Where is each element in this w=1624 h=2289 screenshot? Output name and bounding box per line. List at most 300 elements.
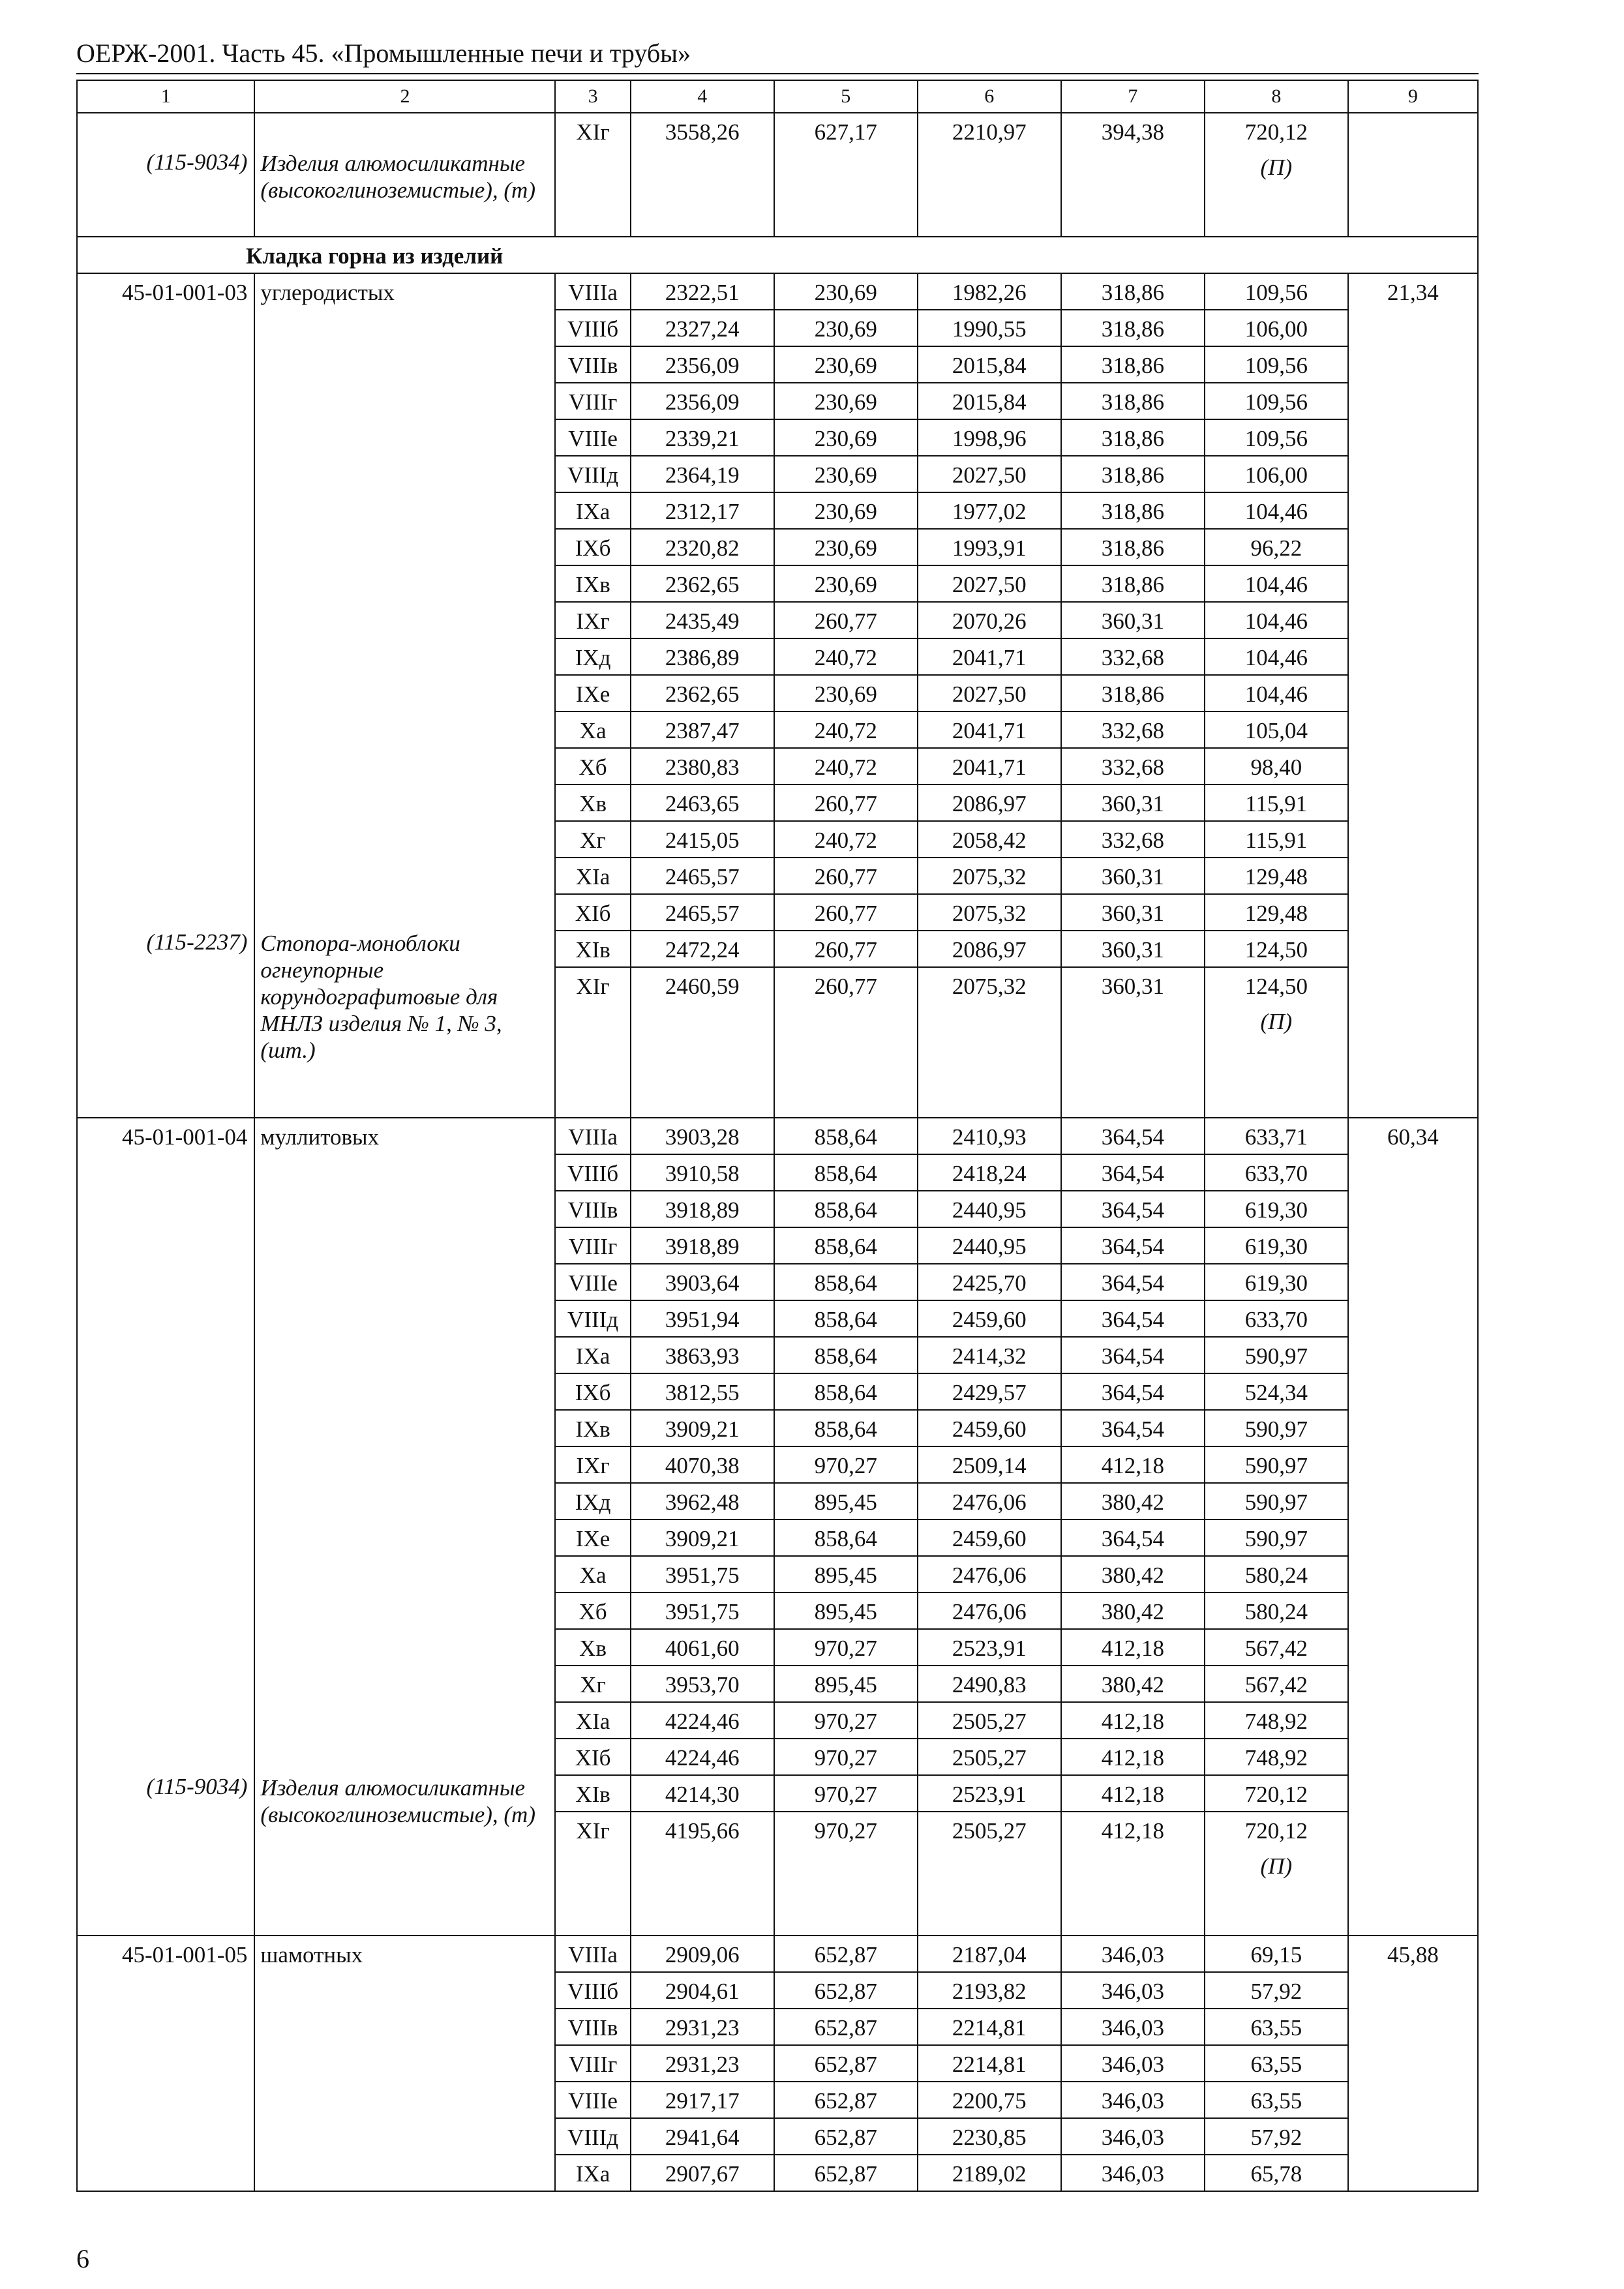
section-title: Кладка горна из изделий bbox=[77, 237, 1478, 273]
value-cell: 360,31 bbox=[1061, 785, 1205, 821]
empty-cell bbox=[555, 1003, 630, 1118]
value-cell: 332,68 bbox=[1061, 638, 1205, 675]
value-cell: 124,50 bbox=[1205, 967, 1348, 1003]
value-cell: 230,69 bbox=[774, 383, 918, 419]
category-cell: VIIIг bbox=[555, 1227, 630, 1264]
value-cell: 2931,23 bbox=[631, 2045, 774, 2082]
value-cell: 360,31 bbox=[1061, 602, 1205, 638]
value-cell: 627,17 bbox=[774, 113, 918, 149]
value-cell: 346,03 bbox=[1061, 2155, 1205, 2191]
value-cell: 2322,51 bbox=[631, 273, 774, 310]
material-name: Изделия алюмосиликатные (высокоглиноземистые), (т) bbox=[260, 1775, 535, 1827]
value-cell: 260,77 bbox=[774, 894, 918, 931]
value-cell: 2327,24 bbox=[631, 310, 774, 346]
value-cell: 115,91 bbox=[1205, 821, 1348, 858]
category-cell: IXа bbox=[555, 2155, 630, 2191]
category-cell: XIг bbox=[555, 1812, 630, 1848]
value-cell: 230,69 bbox=[774, 492, 918, 529]
value-cell: 2440,95 bbox=[918, 1191, 1061, 1227]
value-cell: 2387,47 bbox=[631, 711, 774, 748]
value-cell: 332,68 bbox=[1061, 711, 1205, 748]
value-cell: 318,86 bbox=[1061, 419, 1205, 456]
value-cell: 364,54 bbox=[1061, 1373, 1205, 1410]
value-cell: 2418,24 bbox=[918, 1154, 1061, 1191]
value-cell: 230,69 bbox=[774, 529, 918, 565]
category-cell: VIIIв bbox=[555, 2009, 630, 2045]
category-cell: IXв bbox=[555, 1410, 630, 1446]
value-cell: 318,86 bbox=[1061, 675, 1205, 711]
value-cell: 3558,26 bbox=[631, 113, 774, 149]
value-cell: 230,69 bbox=[774, 675, 918, 711]
value-cell: 412,18 bbox=[1061, 1446, 1205, 1483]
value-cell: 57,92 bbox=[1205, 1972, 1348, 2009]
category-cell: VIIIа bbox=[555, 1936, 630, 1972]
value-cell: 2187,04 bbox=[918, 1936, 1061, 1972]
column-number: 5 bbox=[774, 80, 918, 113]
value-cell: 2027,50 bbox=[918, 565, 1061, 602]
value-cell: 2193,82 bbox=[918, 1972, 1061, 2009]
value-cell: 858,64 bbox=[774, 1227, 918, 1264]
rate-code: 45-01-001-04 (115-9034) bbox=[77, 1118, 254, 1936]
value-cell: 3903,28 bbox=[631, 1118, 774, 1154]
value-cell: 240,72 bbox=[774, 821, 918, 858]
category-cell: IXб bbox=[555, 529, 630, 565]
value-cell: 2189,02 bbox=[918, 2155, 1061, 2191]
value-cell: 4224,46 bbox=[631, 1702, 774, 1739]
value-cell: 115,91 bbox=[1205, 785, 1348, 821]
category-cell: IXд bbox=[555, 638, 630, 675]
category-cell: VIIIе bbox=[555, 2082, 630, 2118]
weight-cell bbox=[1348, 113, 1478, 237]
value-cell: 63,55 bbox=[1205, 2082, 1348, 2118]
value-cell: 619,30 bbox=[1205, 1264, 1348, 1300]
value-cell: 2320,82 bbox=[631, 529, 774, 565]
value-cell: 2200,75 bbox=[918, 2082, 1061, 2118]
value-cell: 748,92 bbox=[1205, 1739, 1348, 1775]
value-cell: 230,69 bbox=[774, 346, 918, 383]
category-cell: VIIIб bbox=[555, 1972, 630, 2009]
value-cell: 652,87 bbox=[774, 2082, 918, 2118]
value-cell: 260,77 bbox=[774, 602, 918, 638]
value-cell: 364,54 bbox=[1061, 1227, 1205, 1264]
value-cell: 2523,91 bbox=[918, 1775, 1061, 1812]
value-cell: 360,31 bbox=[1061, 894, 1205, 931]
value-cell: 318,86 bbox=[1061, 346, 1205, 383]
value-cell: 2214,81 bbox=[918, 2045, 1061, 2082]
category-cell: Xа bbox=[555, 711, 630, 748]
value-cell: 318,86 bbox=[1061, 492, 1205, 529]
value-cell: 230,69 bbox=[774, 419, 918, 456]
value-cell: 3951,75 bbox=[631, 1556, 774, 1593]
value-cell: 380,42 bbox=[1061, 1556, 1205, 1593]
category-cell: VIIIг bbox=[555, 383, 630, 419]
value-cell: 858,64 bbox=[774, 1154, 918, 1191]
value-cell: 1982,26 bbox=[918, 273, 1061, 310]
value-cell: 3953,70 bbox=[631, 1666, 774, 1702]
value-cell: 970,27 bbox=[774, 1446, 918, 1483]
value-cell: 2015,84 bbox=[918, 383, 1061, 419]
rates-table bbox=[76, 80, 1479, 2192]
table-row bbox=[77, 1936, 1478, 1972]
column-number: 6 bbox=[918, 80, 1061, 113]
value-cell: 104,46 bbox=[1205, 675, 1348, 711]
value-cell: 4224,46 bbox=[631, 1739, 774, 1775]
value-cell: 1977,02 bbox=[918, 492, 1061, 529]
value-cell: 2070,26 bbox=[918, 602, 1061, 638]
value-cell: 2523,91 bbox=[918, 1629, 1061, 1666]
value-cell: 1993,91 bbox=[918, 529, 1061, 565]
value-cell: 346,03 bbox=[1061, 2045, 1205, 2082]
value-cell: 2075,32 bbox=[918, 967, 1061, 1003]
value-cell: 3918,89 bbox=[631, 1227, 774, 1264]
value-cell: 567,42 bbox=[1205, 1629, 1348, 1666]
value-cell: 98,40 bbox=[1205, 748, 1348, 785]
value-cell: 230,69 bbox=[774, 310, 918, 346]
value-cell: 524,34 bbox=[1205, 1373, 1348, 1410]
category-cell: IXд bbox=[555, 1483, 630, 1519]
category-cell: IXг bbox=[555, 1446, 630, 1483]
material-code: (115-9034) bbox=[146, 1774, 248, 1799]
value-cell: 970,27 bbox=[774, 1775, 918, 1812]
table-body bbox=[77, 80, 1478, 2191]
value-cell: 109,56 bbox=[1205, 346, 1348, 383]
category-cell: VIIIг bbox=[555, 2045, 630, 2082]
category-cell: Xб bbox=[555, 1593, 630, 1629]
value-cell: 2356,09 bbox=[631, 383, 774, 419]
value-cell: 2086,97 bbox=[918, 785, 1061, 821]
value-cell: 2505,27 bbox=[918, 1702, 1061, 1739]
value-cell: 2015,84 bbox=[918, 346, 1061, 383]
value-cell: 318,86 bbox=[1061, 456, 1205, 492]
value-cell: 590,97 bbox=[1205, 1337, 1348, 1373]
value-cell: 2041,71 bbox=[918, 638, 1061, 675]
table-row bbox=[77, 113, 1478, 149]
value-cell: 2505,27 bbox=[918, 1739, 1061, 1775]
value-cell: 106,00 bbox=[1205, 310, 1348, 346]
value-cell: 2490,83 bbox=[918, 1666, 1061, 1702]
category-cell: Xб bbox=[555, 748, 630, 785]
value-cell: 346,03 bbox=[1061, 2009, 1205, 2045]
value-cell: 590,97 bbox=[1205, 1519, 1348, 1556]
value-cell: 748,92 bbox=[1205, 1702, 1348, 1739]
category-cell: IXа bbox=[555, 1337, 630, 1373]
empty-cell bbox=[555, 1848, 630, 1936]
value-cell: 380,42 bbox=[1061, 1483, 1205, 1519]
header-rule bbox=[76, 73, 1479, 74]
value-cell: 2907,67 bbox=[631, 2155, 774, 2191]
value-cell: 720,12 bbox=[1205, 113, 1348, 149]
value-cell: 230,69 bbox=[774, 456, 918, 492]
value-cell: 380,42 bbox=[1061, 1666, 1205, 1702]
value-cell: 2041,71 bbox=[918, 711, 1061, 748]
value-cell: 652,87 bbox=[774, 1936, 918, 1972]
value-cell: 332,68 bbox=[1061, 821, 1205, 858]
page-number: 6 bbox=[76, 2244, 89, 2273]
category-cell: XIа bbox=[555, 1702, 630, 1739]
rate-code: 45-01-001-05 bbox=[77, 1936, 254, 2191]
value-cell: 567,42 bbox=[1205, 1666, 1348, 1702]
category-cell: VIIIб bbox=[555, 1154, 630, 1191]
value-cell: 3909,21 bbox=[631, 1519, 774, 1556]
value-cell: 109,56 bbox=[1205, 419, 1348, 456]
category-cell: IXг bbox=[555, 602, 630, 638]
category-cell: IXе bbox=[555, 1519, 630, 1556]
value-cell: 364,54 bbox=[1061, 1191, 1205, 1227]
value-cell: 4195,66 bbox=[631, 1812, 774, 1848]
value-cell: 858,64 bbox=[774, 1118, 918, 1154]
value-cell: 2362,65 bbox=[631, 565, 774, 602]
category-cell: Xг bbox=[555, 821, 630, 858]
category-cell: XIв bbox=[555, 1775, 630, 1812]
category-cell: VIIIб bbox=[555, 310, 630, 346]
value-cell: 2041,71 bbox=[918, 748, 1061, 785]
value-cell: 2086,97 bbox=[918, 931, 1061, 967]
value-cell: 2459,60 bbox=[918, 1410, 1061, 1446]
value-cell: 2410,93 bbox=[918, 1118, 1061, 1154]
value-cell: 2904,61 bbox=[631, 1972, 774, 2009]
value-cell: 652,87 bbox=[774, 2155, 918, 2191]
category-cell: Xг bbox=[555, 1666, 630, 1702]
value-cell: 412,18 bbox=[1061, 1739, 1205, 1775]
category-cell: XIа bbox=[555, 858, 630, 894]
material-code: (115-2237) bbox=[146, 929, 248, 955]
value-cell: 230,69 bbox=[774, 273, 918, 310]
category-cell: VIIIд bbox=[555, 1300, 630, 1337]
value-cell: 96,22 bbox=[1205, 529, 1348, 565]
value-cell: 2435,49 bbox=[631, 602, 774, 638]
value-cell: 2909,06 bbox=[631, 1936, 774, 1972]
page-header: ОЕРЖ-2001. Часть 45. «Промышленные печи и трубы» bbox=[76, 38, 691, 68]
value-cell: 633,70 bbox=[1205, 1154, 1348, 1191]
value-cell: 652,87 bbox=[774, 2118, 918, 2155]
value-cell: 2459,60 bbox=[918, 1300, 1061, 1337]
value-cell: 412,18 bbox=[1061, 1775, 1205, 1812]
value-cell: 895,45 bbox=[774, 1666, 918, 1702]
column-number-row bbox=[77, 80, 1478, 113]
value-cell: 364,54 bbox=[1061, 1264, 1205, 1300]
value-cell: 124,50 bbox=[1205, 931, 1348, 967]
value-cell: 260,77 bbox=[774, 931, 918, 967]
value-cell: 720,12 bbox=[1205, 1812, 1348, 1848]
material-name: Изделия алюмосиликатные (высокоглиноземистые), (т) bbox=[260, 151, 535, 203]
column-number: 2 bbox=[254, 80, 555, 113]
value-cell: 364,54 bbox=[1061, 1118, 1205, 1154]
value-cell: 2075,32 bbox=[918, 894, 1061, 931]
value-cell: 364,54 bbox=[1061, 1410, 1205, 1446]
value-cell: 346,03 bbox=[1061, 1936, 1205, 1972]
value-cell: 3951,94 bbox=[631, 1300, 774, 1337]
material-name: Стопора-моноблоки огнеупорные корундографитовые для МНЛЗ изделия № 1, № 3, (шт.) bbox=[260, 931, 502, 1063]
empty-cell bbox=[1061, 1848, 1205, 1936]
value-cell: 260,77 bbox=[774, 858, 918, 894]
value-cell: 858,64 bbox=[774, 1337, 918, 1373]
value-cell: 332,68 bbox=[1061, 748, 1205, 785]
value-cell: 346,03 bbox=[1061, 2082, 1205, 2118]
value-cell: 2414,32 bbox=[918, 1337, 1061, 1373]
value-cell: 619,30 bbox=[1205, 1227, 1348, 1264]
value-cell: 2465,57 bbox=[631, 858, 774, 894]
category-cell: Xв bbox=[555, 1629, 630, 1666]
empty-cell bbox=[774, 1848, 918, 1936]
value-cell: 364,54 bbox=[1061, 1337, 1205, 1373]
table-row bbox=[77, 273, 1478, 310]
value-cell: 2941,64 bbox=[631, 2118, 774, 2155]
value-cell: 364,54 bbox=[1061, 1300, 1205, 1337]
value-cell: 633,71 bbox=[1205, 1118, 1348, 1154]
value-cell: 346,03 bbox=[1061, 1972, 1205, 2009]
value-cell: 3951,75 bbox=[631, 1593, 774, 1629]
value-cell: 318,86 bbox=[1061, 565, 1205, 602]
value-cell: 580,24 bbox=[1205, 1556, 1348, 1593]
value-cell: 2465,57 bbox=[631, 894, 774, 931]
value-cell: 63,55 bbox=[1205, 2009, 1348, 2045]
value-cell: 970,27 bbox=[774, 1739, 918, 1775]
empty-cell bbox=[918, 149, 1061, 237]
value-cell: 652,87 bbox=[774, 1972, 918, 2009]
column-number: 1 bbox=[77, 80, 254, 113]
value-cell: 2362,65 bbox=[631, 675, 774, 711]
value-cell: 129,48 bbox=[1205, 858, 1348, 894]
value-cell: 720,12 bbox=[1205, 1775, 1348, 1812]
category-cell: XIг bbox=[555, 967, 630, 1003]
value-cell: 2386,89 bbox=[631, 638, 774, 675]
empty-cell bbox=[774, 1003, 918, 1118]
value-cell: 2210,97 bbox=[918, 113, 1061, 149]
table-row bbox=[77, 1118, 1478, 1154]
value-cell: 364,54 bbox=[1061, 1154, 1205, 1191]
value-cell: 858,64 bbox=[774, 1300, 918, 1337]
value-cell: 260,77 bbox=[774, 967, 918, 1003]
value-cell: 970,27 bbox=[774, 1629, 918, 1666]
value-cell: 65,78 bbox=[1205, 2155, 1348, 2191]
weight-cell: 60,34 bbox=[1348, 1118, 1478, 1936]
value-cell: 580,24 bbox=[1205, 1593, 1348, 1629]
value-cell: 2459,60 bbox=[918, 1519, 1061, 1556]
value-cell: 970,27 bbox=[774, 1812, 918, 1848]
value-cell: 2058,42 bbox=[918, 821, 1061, 858]
value-cell: 260,77 bbox=[774, 785, 918, 821]
empty-cell bbox=[918, 1848, 1061, 1936]
category-cell: VIIIа bbox=[555, 1118, 630, 1154]
value-cell: 858,64 bbox=[774, 1373, 918, 1410]
value-cell: 4214,30 bbox=[631, 1775, 774, 1812]
rate-code: 45-01-001-03 (115-2237) bbox=[77, 273, 254, 1118]
empty-cell bbox=[631, 1003, 774, 1118]
category-cell: VIIIд bbox=[555, 456, 630, 492]
value-cell: 3962,48 bbox=[631, 1483, 774, 1519]
section-row bbox=[77, 237, 1478, 273]
empty-cell bbox=[1061, 1003, 1205, 1118]
value-cell: 104,46 bbox=[1205, 638, 1348, 675]
value-cell: 230,69 bbox=[774, 565, 918, 602]
value-cell: 380,42 bbox=[1061, 1593, 1205, 1629]
value-cell: 2425,70 bbox=[918, 1264, 1061, 1300]
value-cell: 2230,85 bbox=[918, 2118, 1061, 2155]
category-cell: VIIIв bbox=[555, 346, 630, 383]
value-cell: 2027,50 bbox=[918, 675, 1061, 711]
category-cell: XIб bbox=[555, 1739, 630, 1775]
value-cell: 2440,95 bbox=[918, 1227, 1061, 1264]
category-cell: VIIIе bbox=[555, 1264, 630, 1300]
category-cell: XIг bbox=[555, 113, 630, 149]
value-cell: 57,92 bbox=[1205, 2118, 1348, 2155]
column-number: 8 bbox=[1205, 80, 1348, 113]
value-cell: 590,97 bbox=[1205, 1483, 1348, 1519]
value-cell: 1998,96 bbox=[918, 419, 1061, 456]
material-class: (П) bbox=[1205, 149, 1348, 237]
material-code: (115-9034) bbox=[146, 149, 248, 175]
value-cell: 3918,89 bbox=[631, 1191, 774, 1227]
value-cell: 619,30 bbox=[1205, 1191, 1348, 1227]
value-cell: 69,15 bbox=[1205, 1936, 1348, 1972]
value-cell: 346,03 bbox=[1061, 2118, 1205, 2155]
category-cell: IXб bbox=[555, 1373, 630, 1410]
value-cell: 360,31 bbox=[1061, 931, 1205, 967]
empty-cell bbox=[918, 1003, 1061, 1118]
value-cell: 63,55 bbox=[1205, 2045, 1348, 2082]
value-cell: 4061,60 bbox=[631, 1629, 774, 1666]
value-cell: 858,64 bbox=[774, 1410, 918, 1446]
value-cell: 2339,21 bbox=[631, 419, 774, 456]
value-cell: 2312,17 bbox=[631, 492, 774, 529]
value-cell: 2356,09 bbox=[631, 346, 774, 383]
value-cell: 1990,55 bbox=[918, 310, 1061, 346]
value-cell: 3910,58 bbox=[631, 1154, 774, 1191]
column-number: 4 bbox=[631, 80, 774, 113]
value-cell: 895,45 bbox=[774, 1556, 918, 1593]
value-cell: 109,56 bbox=[1205, 383, 1348, 419]
value-cell: 106,00 bbox=[1205, 456, 1348, 492]
value-cell: 858,64 bbox=[774, 1264, 918, 1300]
value-cell: 104,46 bbox=[1205, 602, 1348, 638]
value-cell: 633,70 bbox=[1205, 1300, 1348, 1337]
value-cell: 2931,23 bbox=[631, 2009, 774, 2045]
value-cell: 2027,50 bbox=[918, 456, 1061, 492]
value-cell: 2472,24 bbox=[631, 931, 774, 967]
category-cell: IXе bbox=[555, 675, 630, 711]
value-cell: 2214,81 bbox=[918, 2009, 1061, 2045]
value-cell: 3903,64 bbox=[631, 1264, 774, 1300]
empty-cell bbox=[631, 1848, 774, 1936]
value-cell: 412,18 bbox=[1061, 1629, 1205, 1666]
value-cell: 2917,17 bbox=[631, 2082, 774, 2118]
value-cell: 318,86 bbox=[1061, 310, 1205, 346]
weight-cell: 45,88 bbox=[1348, 1936, 1478, 2191]
value-cell: 858,64 bbox=[774, 1191, 918, 1227]
rate-name: муллитовых Изделия алюмосиликатные (высокоглиноземистые), (т) bbox=[254, 1118, 555, 1936]
value-cell: 318,86 bbox=[1061, 529, 1205, 565]
value-cell: 104,46 bbox=[1205, 565, 1348, 602]
value-cell: 3863,93 bbox=[631, 1337, 774, 1373]
column-number: 3 bbox=[555, 80, 630, 113]
rate-code bbox=[77, 113, 254, 237]
value-cell: 318,86 bbox=[1061, 383, 1205, 419]
category-cell: Xа bbox=[555, 1556, 630, 1593]
empty-cell bbox=[631, 149, 774, 237]
category-cell: VIIIд bbox=[555, 2118, 630, 2155]
value-cell: 2505,27 bbox=[918, 1812, 1061, 1848]
category-cell: VIIIв bbox=[555, 1191, 630, 1227]
column-number: 7 bbox=[1061, 80, 1205, 113]
value-cell: 129,48 bbox=[1205, 894, 1348, 931]
category-cell: Xв bbox=[555, 785, 630, 821]
value-cell: 360,31 bbox=[1061, 967, 1205, 1003]
value-cell: 2415,05 bbox=[631, 821, 774, 858]
value-cell: 364,54 bbox=[1061, 1519, 1205, 1556]
value-cell: 2476,06 bbox=[918, 1483, 1061, 1519]
value-cell: 3909,21 bbox=[631, 1410, 774, 1446]
value-cell: 4070,38 bbox=[631, 1446, 774, 1483]
